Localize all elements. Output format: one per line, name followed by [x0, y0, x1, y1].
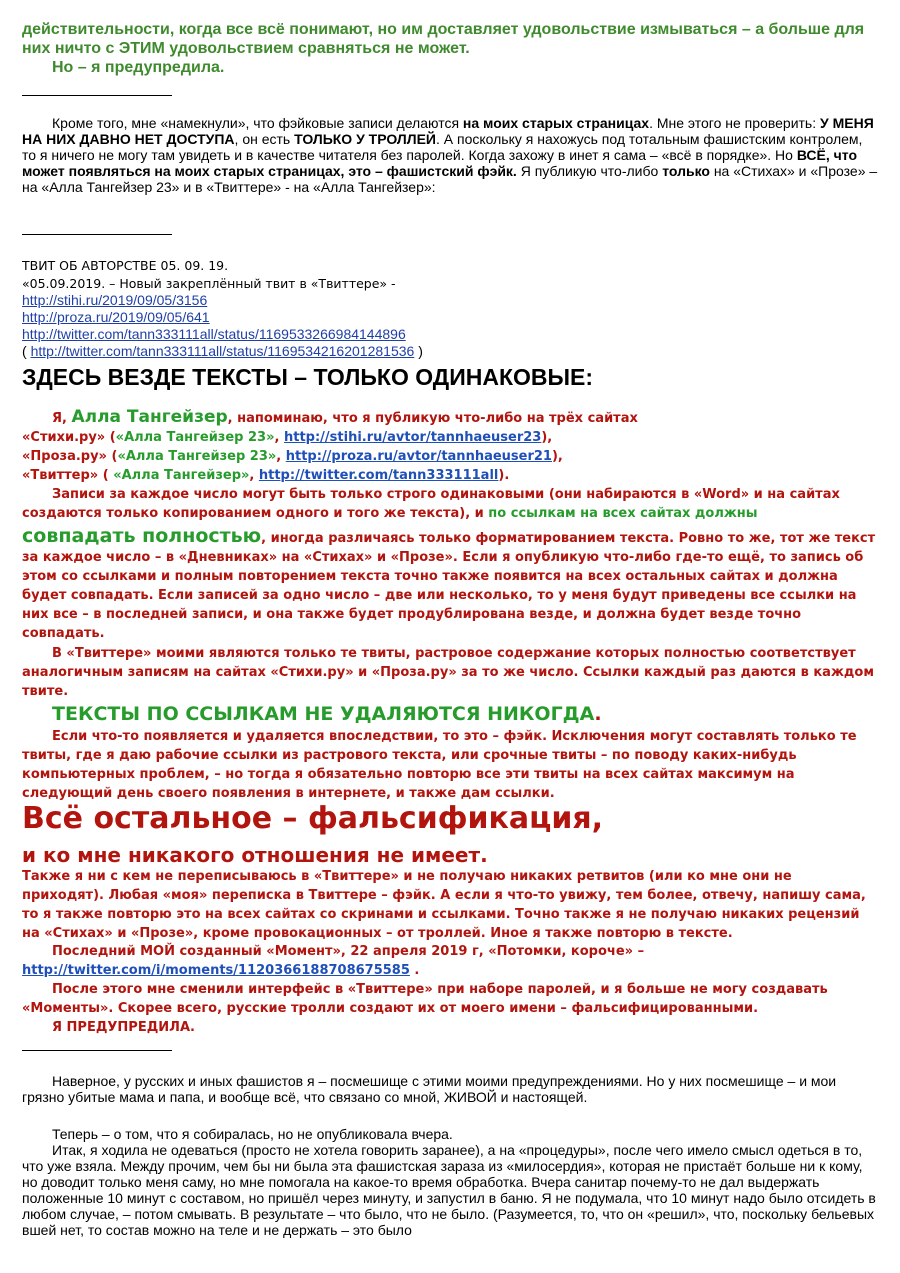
link-twitter-moment[interactable]: http://twitter.com/i/moments/1120366188708675585 [22, 963, 410, 978]
link-twitter-author[interactable]: http://twitter.com/tann333111all [258, 468, 499, 483]
headline-no-relation: и ко мне никакого отношения не имеет. [22, 843, 488, 867]
headline-same-texts: ЗДЕСЬ ВЕЗДЕ ТЕКСТЫ – ТОЛЬКО ОДИНАКОВЫЕ: [22, 364, 594, 390]
link-twitter-status-1[interactable]: http://twitter.com/tann333111all/status/1169533266984144896 [22, 326, 406, 342]
link-twitter-status-2-line: ( http://twitter.com/tann333111all/status/1169534216201281536 ) [22, 343, 423, 359]
separator-3 [22, 1050, 172, 1051]
separator-2 [22, 234, 172, 235]
site-proza-line: «Проза.ру» («Алла Тангейзер 23», http://proza.ru/avtor/tannhaeuser21), [22, 449, 563, 464]
intro-paragraph: Кроме того, мне «намекнули», что фэйковые записи делаются на моих старых страницах. Мне этого не проверить: У МЕНЯ НА НИХ ДАВНО НЕТ ДОСТУПА, он есть ТОЛЬКО У ТРОЛЛЕЙ. А поскольку я нахожусь под тотальным фашистским контролем, то я ничего не могу там увидеть и в качестве читателя без паролей. Когда захожу в инет я сама – «всё в порядке». Но ВСЁ, что может появляться на моих старых страницах, это – фашистский фэйк. Я публикую что-либо только на «Стихах» и «Прозе» – на «Алла Тангейзер 23» и в «Твиттере» - на «Алла Тангейзер»: [22, 115, 878, 195]
red-paragraph-last-moment: Последний МОЙ созданный «Момент», 22 апреля 2019 г, «Потомки, короче» – http://twitter.com/i/moments/1120366188708675585 . [22, 944, 645, 978]
red-paragraph-match: совпадать полностью, иногда различаясь только форматированием текста. Ровно то же, тот же текст за каждое число – в «Дневниках» на «Стихах» и «Прозе». Если я опубликую что-либо где-то ещё, то запись об этом со ссылками и полным повторением текста точно также появится на всех остальных сайтах и должна будет совпадать. Если записей за одно число – две или несколько, то у меня будут приведены все ссылки на них все – в последней записи, и она также будет продублирована везде, и должна будет везде точно совпадать. [22, 525, 876, 641]
link-proza-post[interactable]: http://proza.ru/2019/09/05/641 [22, 309, 210, 325]
red-warned: Я ПРЕДУПРЕДИЛА. [52, 1020, 195, 1035]
author-name: Алла Тангейзер [71, 407, 228, 427]
top-green-text: действительности, когда все всё понимают, но им доставляет удовольствие измываться – а больше для них ничто с ЭТИМ удовольствием сравняться не может. [22, 21, 865, 57]
link-stihi-post[interactable]: http://stihi.ru/2019/09/05/3156 [22, 292, 208, 308]
headline-falsification: Всё остальное – фальсификация, [22, 801, 604, 836]
site-twitter-line: «Твиттер» ( «Алла Тангейзер», http://twitter.com/tann333111all). [22, 468, 510, 483]
red-paragraph-no-correspondence: Также я ни с кем не переписываюсь в «Твиттере» и не получаю никаких ретвитов (или ко мне они не приходят). Любая «моя» переписка в Твиттере – фэйк. А если я что-то увижу, тем более, отвечу, напишу сама, то я также повторю это на всех сайтах со скринами и ссылками. Точно также я не получаю никаких рецензий на «Стихах» и «Прозе», кроме провокационных – от троллей. Иное я также повторю в тексте. [22, 869, 866, 941]
red-paragraph-interface: После этого мне сменили интерфейс в «Твиттере» при наборе паролей, и я больше не могу создавать «Моменты». Скорее всего, русские тролли создают их от моего имени – фальсифицированными. [22, 982, 828, 1016]
link-proza-author[interactable]: http://proza.ru/avtor/tannhaeuser21 [285, 449, 552, 464]
link-twitter-status-2[interactable]: http://twitter.com/tann333111all/status/1169534216201281536 [30, 343, 415, 359]
red-intro-line: Я, Алла Тангейзер, напоминаю, что я публикую что-либо на трёх сайтах [52, 407, 638, 427]
red-statement-block [22, 408, 878, 523]
tweet-links [22, 292, 878, 360]
bottom-paragraph-1: Наверное, у русских и иных фашистов я – посмешище с этими моими предупреждениями. Но у них посмешище – и мои грязно убитые мама и папа, и вообще всё, что связано со мной, ЖИВОЙ и настоящей. [22, 1073, 837, 1105]
red-paragraph-twitter: В «Твиттере» моими являются только те твиты, растровое содержание которых полностью соответствует аналогичным записям на сайтах «Стихи.ру» и «Проза.ру» за то же число. Ссылки каждый раз даются в каждом твите. [22, 646, 874, 699]
red-paragraph-fake: Если что-то появляется и удаляется впоследствии, то это – фэйк. Исключения могут составлять только те твиты, где я даю рабочие ссылки из растрового текста, или срочные твиты – по поводу каких-нибудь компьютерных проблем, – но тогда я обязательно повторю все эти твиты на всех сайтах максимум на следующий день своего появления в интернете, и также дам ссылки. [22, 729, 857, 801]
tweet-heading: ТВИТ ОБ АВТОРСТВЕ 05. 09. 19. [22, 258, 229, 273]
link-stihi-author[interactable]: http://stihi.ru/avtor/tannhaeuser23 [283, 430, 542, 445]
red-paragraph-identical: Записи за каждое число могут быть только строго одинаковыми (они набираются в «Word» и на сайтах создаются только копированием одного и того же текста), и по ссылкам на всех сайтах должны [22, 487, 840, 521]
match-fully-highlight: совпадать полностью [22, 525, 262, 547]
separator-1 [22, 95, 172, 96]
tweet-subheading: «05.09.2019. – Новый закреплённый твит в «Твиттере» - [22, 276, 396, 291]
bottom-paragraph-2: Теперь – о том, что я собиралась, но не опубликовала вчера. [52, 1126, 453, 1142]
top-warned-text: Но – я предупредила. [52, 59, 225, 76]
top-green-paragraph [22, 20, 878, 77]
site-stihi-line: «Стихи.ру» («Алла Тангейзер 23», http://stihi.ru/avtor/tannhaeuser23), [22, 430, 553, 445]
bottom-paragraph-3: Итак, я ходила не одеваться (просто не хотела говорить заранее), а на «процедуры», после чего имело смысл одеться в то, что уже взяла. Между прочим, чем бы ни была эта фашистская зараза из «милосердия», которая не пристаёт больше ни к кому, но доводит только меня саму, но мне помогала на какое-то время обработка. Вчера санитар почему-то не дал выдержать положенные 10 минут с составом, но пришёл через минуту, и запустил в баню. Я не подумала, что 10 минут надо было отсидеть в любом случае, – потом смывать. В результате – что было, что не было. (Разумеется, то, что он «решил», что, поскольку бельевых вшей нет, то состав можно на теле и не держать – это было [22, 1142, 876, 1238]
heading-never-deleted: ТЕКСТЫ ПО ССЫЛКАМ НЕ УДАЛЯЮТСЯ НИКОГДА. [52, 703, 602, 725]
